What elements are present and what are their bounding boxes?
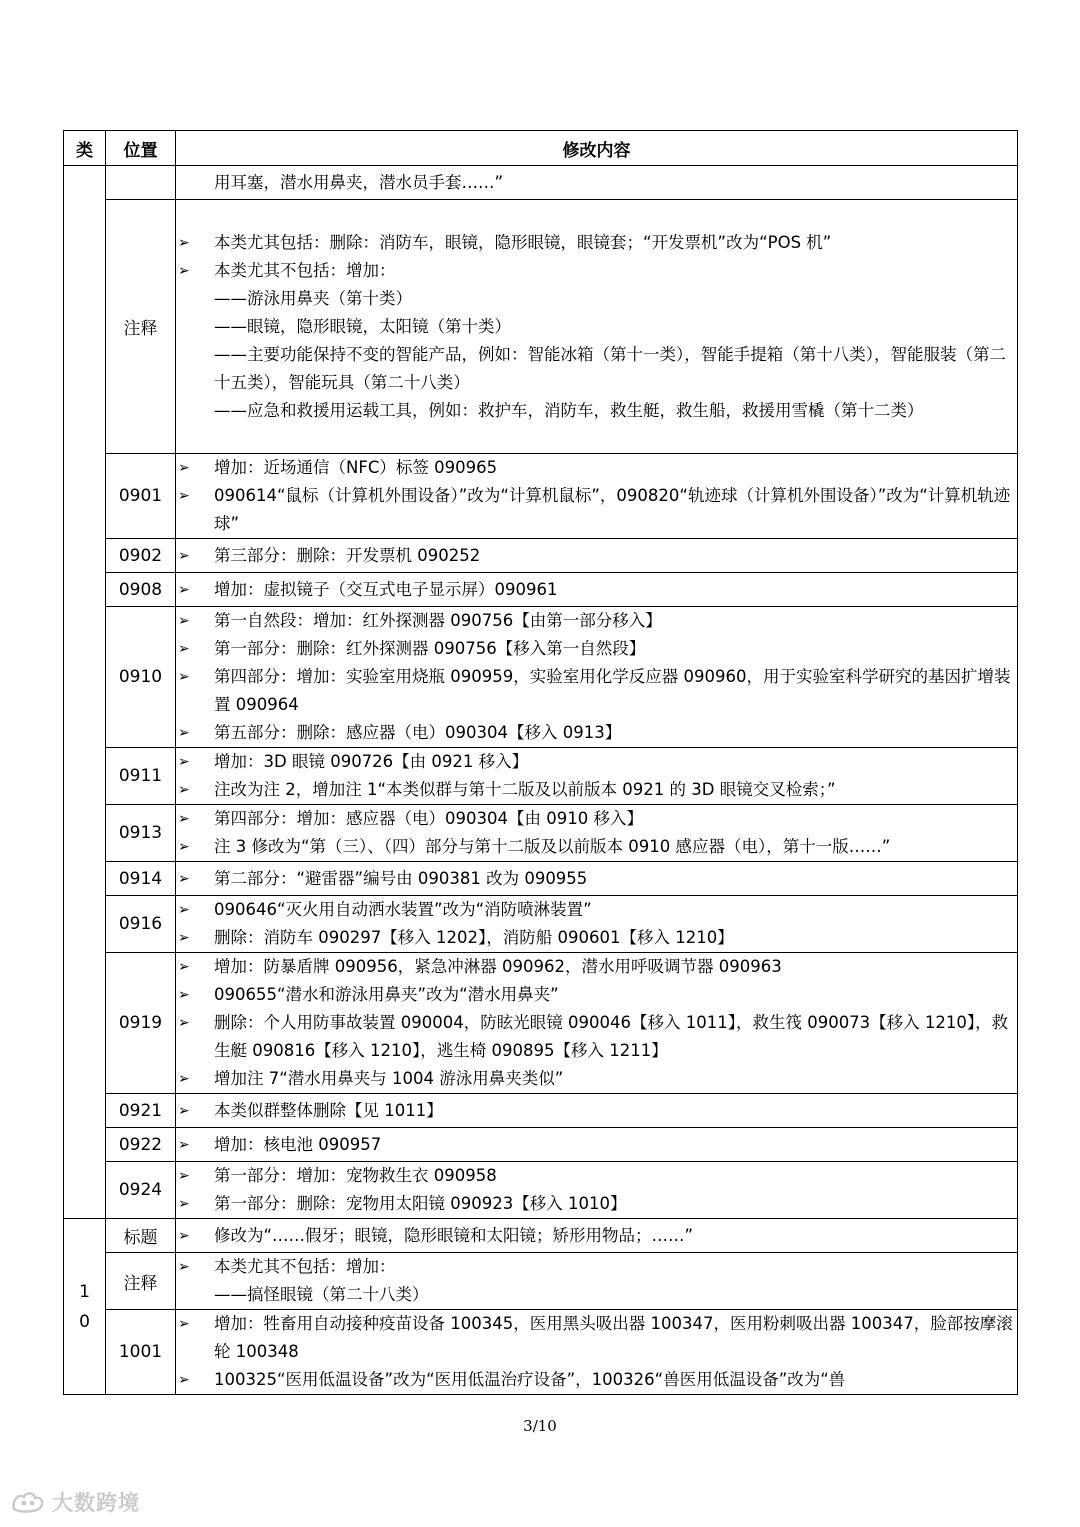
- table-row: [64, 748, 1018, 805]
- continuation-item: ——搞怪眼镜（第二十八类）: [214, 1285, 429, 1304]
- content-cell: [176, 953, 1018, 1094]
- position-cell: 0910: [106, 607, 176, 748]
- item-list: [176, 454, 1017, 538]
- bullet-item: ➢ 增加：虚拟镜子（交互式电子显示屏）090961: [176, 576, 1017, 604]
- table-row: [64, 1253, 1018, 1310]
- item-list: [176, 1097, 1017, 1125]
- position-cell: 0902: [106, 539, 176, 573]
- bullet-item: ➢ 第四部分：增加：感应器（电）090304【由 0910 移入】: [176, 805, 1017, 833]
- position-cell: 0919: [106, 953, 176, 1094]
- bullet-item: ➢ 增加：防暴盾牌 090956，紧急冲淋器 090962，潜水用呼吸调节器 090963: [176, 953, 1017, 981]
- table-row: [64, 166, 1018, 200]
- item-list: [176, 953, 1017, 1093]
- bullet-item: ➢ 090646“灭火用自动洒水装置”改为“消防喷淋装置”: [176, 896, 1017, 924]
- bullet-item: ➢ 增加：3D 眼镜 090726【由 0921 移入】: [176, 748, 1017, 776]
- bullet-item: ➢ 第二部分：“避雷器”编号由 090381 改为 090955: [176, 865, 1017, 893]
- bullet-item: ➢ 100325“医用低温设备”改为“医用低温治疗设备”，100326“兽医用低温设备”改为“兽: [176, 1366, 1017, 1394]
- position-cell: 标题: [106, 1219, 176, 1253]
- content-cell: [176, 607, 1018, 748]
- table-row: [64, 454, 1018, 539]
- item-list: [176, 1253, 1017, 1309]
- table-row: [64, 953, 1018, 1094]
- content-cell: [176, 1094, 1018, 1128]
- continuation-item: ——应急和救援用运载工具，例如：救护车，消防车，救生艇，救生船，救援用雪橇（第十二类）: [214, 400, 924, 420]
- position-cell: 0921: [106, 1094, 176, 1128]
- item-list: [176, 576, 1017, 604]
- item-list: [176, 1222, 1017, 1250]
- content-cell: [176, 1310, 1018, 1395]
- header-position: 位置: [106, 131, 176, 166]
- item-list: [176, 169, 1017, 197]
- bullet-item: ➢ 090614“鼠标（计算机外围设备）”改为“计算机鼠标”，090820“轨迹球（计算机外围设备）”改为“计算机轨迹球”: [176, 482, 1017, 538]
- header-row: [64, 131, 1018, 166]
- bullet-item: ➢ 第一部分：增加：宠物救生衣 090958: [176, 1162, 1017, 1190]
- item-list: [176, 805, 1017, 861]
- continuation-item: ——游泳用鼻夹（第十类）: [214, 288, 412, 308]
- watermark: [10, 1487, 140, 1517]
- item-list: [176, 896, 1017, 952]
- modification-table: [63, 130, 1018, 1395]
- bullet-item: ➢ 本类尤其不包括：增加：: [176, 1253, 1017, 1281]
- item-list: [176, 1162, 1017, 1218]
- item-list: [176, 542, 1017, 570]
- content-cell: [176, 748, 1018, 805]
- position-cell: 0914: [106, 862, 176, 896]
- content-cell: [176, 1162, 1018, 1219]
- bullet-item: ➢ 本类似群整体删除【见 1011】: [176, 1097, 1017, 1125]
- table-row: [64, 896, 1018, 953]
- table-row: [64, 805, 1018, 862]
- item-list: [176, 607, 1017, 747]
- content-cell: [176, 896, 1018, 953]
- table-row: [64, 539, 1018, 573]
- item-list: [176, 748, 1017, 804]
- item-list: [176, 1131, 1017, 1159]
- bullet-item: ➢ 增加注 7“潜水用鼻夹与 1004 游泳用鼻夹类似”: [176, 1065, 1017, 1093]
- bullet-item: ➢ 删除：消防车 090297【移入 1202】，消防船 090601【移入 1210】: [176, 924, 1017, 952]
- content-cell: [176, 1128, 1018, 1162]
- position-cell: 0901: [106, 454, 176, 539]
- class-cell: [64, 166, 106, 1219]
- header-content: 修改内容: [176, 131, 1018, 166]
- continuation-item: ——眼镜，隐形眼镜，太阳镜（第十类）: [214, 316, 511, 336]
- bullet-item: ➢ 第五部分：删除：感应器（电）090304【移入 0913】: [176, 719, 1017, 747]
- bullet-item: ➢ 第四部分：增加：实验室用烧瓶 090959，实验室用化学反应器 090960，用于实验室科学研究的基因扩增装置 090964: [176, 663, 1017, 719]
- position-cell: 注释: [106, 1253, 176, 1310]
- bullet-item: ➢ 本类尤其包括：删除：消防车，眼镜，隐形眼镜，眼镜套；“开发票机”改为“POS 机”: [176, 229, 1017, 257]
- position-cell: 注释: [106, 200, 176, 454]
- bullet-item: ➢ 注 3 修改为“第（三）、（四）部分与第十二版及以前版本 0910 感应器（电），第十一版……”: [176, 833, 1017, 861]
- bullet-item: ➢ 本类尤其不包括：增加：: [176, 257, 1017, 285]
- position-cell: 0911: [106, 748, 176, 805]
- table-row: [64, 573, 1018, 607]
- content-cell: [176, 200, 1018, 454]
- bullet-item: ➢ 增加：核电池 090957: [176, 1131, 1017, 1159]
- position-cell: 0922: [106, 1128, 176, 1162]
- position-cell: 0908: [106, 573, 176, 607]
- content-cell: [176, 454, 1018, 539]
- table-row: [64, 1310, 1018, 1395]
- content-cell: [176, 1253, 1018, 1310]
- table-row: [64, 1219, 1018, 1253]
- continuation-item: ——主要功能保持不变的智能产品，例如：智能冰箱（第十一类），智能手提箱（第十八类），智能服装（第二十五类），智能玩具（第二十八类）: [214, 344, 1006, 392]
- bullet-item: ➢ 注改为注 2，增加注 1“本类似群与第十二版及以前版本 0921 的 3D 眼镜交叉检索；”: [176, 776, 1017, 804]
- table-row: [64, 1094, 1018, 1128]
- bullet-item: ➢ 第一部分：删除：宠物用太阳镜 090923【移入 1010】: [176, 1190, 1017, 1218]
- content-cell: [176, 805, 1018, 862]
- item-list: [176, 865, 1017, 893]
- bullet-item: ➢ 090655“潜水和游泳用鼻夹”改为“潜水用鼻夹”: [176, 981, 1017, 1009]
- bullet-item: ➢ 删除：个人用防事故装置 090004，防眩光眼镜 090046【移入 1011】，救生筏 090073【移入 1210】，救生艇 090816【移入 1210】，逃生椅 090895【移入 1211】: [176, 1009, 1017, 1065]
- bullet-item: ➢ 修改为“……假牙；眼镜，隐形眼镜和太阳镜；矫形用物品；……”: [176, 1222, 1017, 1250]
- table-row: [64, 862, 1018, 896]
- position-cell: [106, 166, 176, 200]
- watermark-logo-icon: [10, 1489, 46, 1515]
- position-cell: 0924: [106, 1162, 176, 1219]
- content-cell: [176, 1219, 1018, 1253]
- position-cell: 1001: [106, 1310, 176, 1395]
- table-row: [64, 1128, 1018, 1162]
- table-row: [64, 1162, 1018, 1219]
- table-row: [64, 607, 1018, 748]
- content-cell: [176, 573, 1018, 607]
- content-cell: [176, 862, 1018, 896]
- content-cell: [176, 166, 1018, 200]
- bullet-item: ➢ 第一部分：删除：红外探测器 090756【移入第一自然段】: [176, 635, 1017, 663]
- bullet-item: ➢ 增加：近场通信（NFC）标签 090965: [176, 454, 1017, 482]
- table-row: [64, 200, 1018, 454]
- bullet-item: ➢ 第一自然段：增加：红外探测器 090756【由第一部分移入】: [176, 607, 1017, 635]
- continuation-item: 用耳塞，潜水用鼻夹，潜水员手套……”: [214, 172, 504, 192]
- header-class: 类: [64, 131, 106, 166]
- item-list: [176, 229, 1017, 425]
- bullet-item: ➢ 第三部分：删除：开发票机 090252: [176, 542, 1017, 570]
- item-list: [176, 1310, 1017, 1394]
- page-number: 3/10: [523, 1417, 557, 1435]
- class-cell: [64, 1219, 106, 1395]
- position-cell: 0913: [106, 805, 176, 862]
- class-label: 10: [79, 1281, 90, 1332]
- position-cell: 0916: [106, 896, 176, 953]
- bullet-item: ➢ 增加：牲畜用自动接种疫苗设备 100345，医用黑头吸出器 100347，医用粉刺吸出器 100347，脸部按摩滚轮 100348: [176, 1310, 1017, 1366]
- watermark-text: 大数跨境: [52, 1491, 140, 1515]
- content-cell: [176, 539, 1018, 573]
